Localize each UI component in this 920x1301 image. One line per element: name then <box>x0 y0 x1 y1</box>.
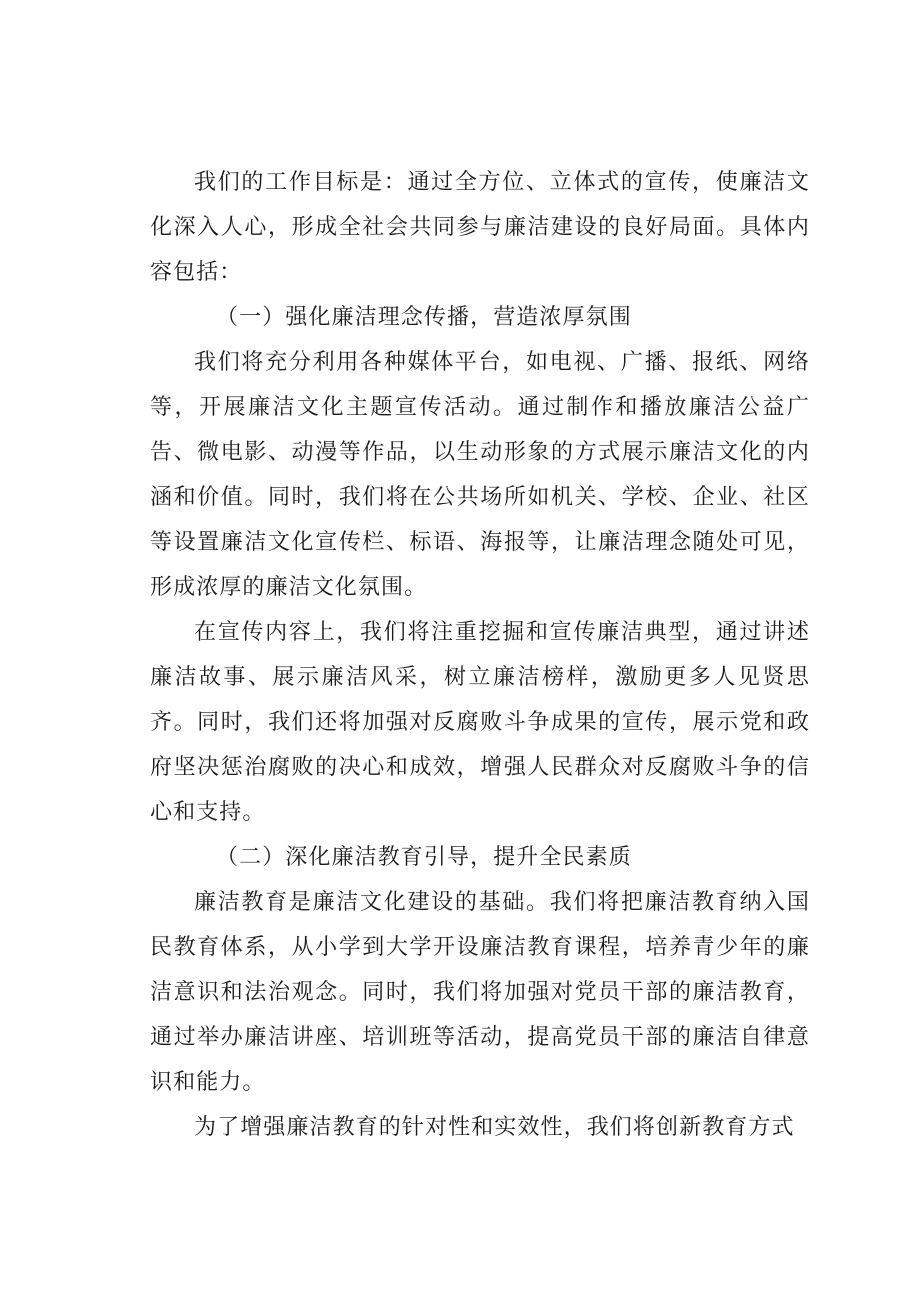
paragraph-education: 廉洁教育是廉洁文化建设的基础。我们将把廉洁教育纳入国民教育体系，从小学到大学开设廉洁教育课程，培养青少年的廉洁意识和法治观念。同时，我们将加强对党员干部的廉洁教育，通过举办廉洁讲座、培训班等活动，提高党员干部的廉洁自律意识和能力。 <box>150 890 810 1095</box>
section-heading-2: （二）深化廉洁教育引导，提升全民素质 <box>216 845 632 870</box>
paragraph-content: 在宣传内容上，我们将注重挖掘和宣传廉洁典型，通过讲述廉洁故事、展示廉洁风采，树立廉洁榜样，激励更多人见贤思齐。同时，我们还将加强对反腐败斗争成果的宣传，展示党和政府坚决惩治腐败的决心和成效，增强人民群众对反腐败斗争的信心和支持。 <box>150 620 810 825</box>
paragraph-innovation: 为了增强廉洁教育的针对性和实效性，我们将创新教育方式 <box>194 1115 795 1140</box>
section-heading-1: （一）强化廉洁理念传播，营造浓厚氛围 <box>216 305 632 330</box>
document-body <box>150 160 810 1150</box>
paragraph-media: 我们将充分利用各种媒体平台，如电视、广播、报纸、网络等，开展廉洁文化主题宣传活动。通过制作和播放廉洁公益广告、微电影、动漫等作品，以生动形象的方式展示廉洁文化的内涵和价值。同时，我们将在公共场所如机关、学校、企业、社区等设置廉洁文化宣传栏、标语、海报等，让廉洁理念随处可见，形成浓厚的廉洁文化氛围。 <box>150 350 810 600</box>
paragraph-goals: 我们的工作目标是：通过全方位、立体式的宣传，使廉洁文化深入人心，形成全社会共同参与廉洁建设的良好局面。具体内容包括： <box>150 170 810 285</box>
